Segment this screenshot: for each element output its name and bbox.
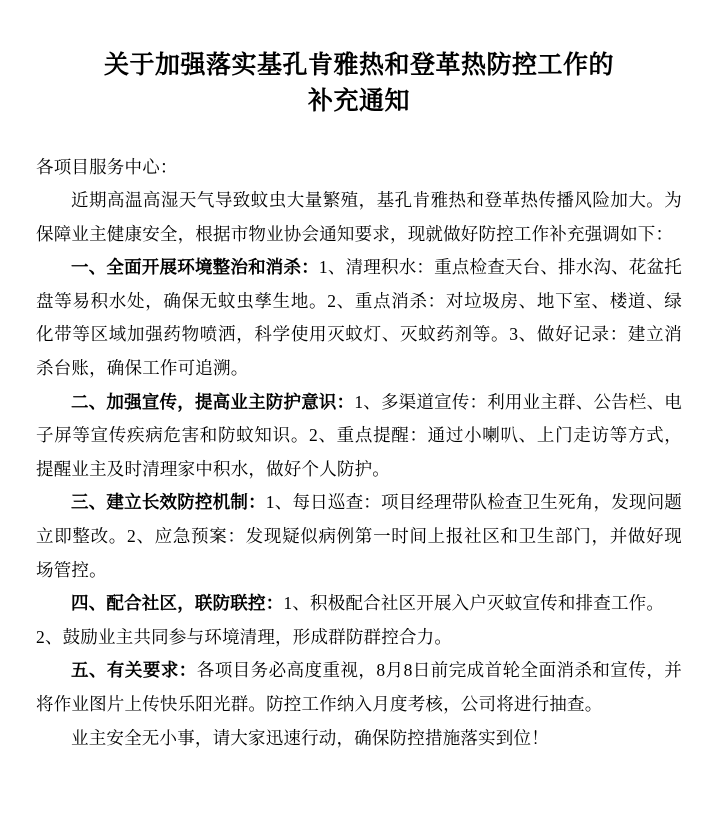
section-4 <box>36 587 682 621</box>
section-3-lead: 三、建立长效防控机制： <box>71 492 266 513</box>
section-1-text: 1、清理积水：重点检查天台、排水沟、花盆托盘等易积水处，确保无蚊虫孳生地。2、重点消杀：对垃圾房、地下室、楼道、绿化带等区域加强药物喷洒，科学使用灭蚊灯、灭蚊药剂等。3、做好记录：建立消杀台账，确保工作可追溯。 <box>36 257 682 379</box>
section-2-lead: 二、加强宣传，提高业主防护意识： <box>71 391 355 412</box>
section-5 <box>36 654 682 721</box>
section-3-text: 1、每日巡查：项目经理带队检查卫生死角，发现问题立即整改。2、应急预案：发现疑似病例第一时间上报社区和卫生部门，并做好现场管控。 <box>36 492 682 580</box>
intro-paragraph: 近期高温高湿天气导致蚊虫大量繁殖，基孔肯雅热和登革热传播风险加大。为保障业主健康安全，根据市物业协会通知要求，现就做好防控工作补充强调如下： <box>36 190 682 244</box>
section-5-lead: 五、有关要求： <box>71 660 197 681</box>
section-4-item-2 <box>36 621 682 655</box>
section-4-item-2-text: 2、鼓励业主共同参与环境清理，形成群防群控合力。 <box>36 626 453 647</box>
document-body <box>36 151 682 756</box>
section-1 <box>36 251 682 385</box>
section-2 <box>36 386 682 487</box>
page-title <box>36 48 682 121</box>
closing-paragraph: 业主安全无小事，请大家迅速行动，确保防控措施落实到位！ <box>71 727 549 748</box>
page-title-line-1: 关于加强落实基孔肯雅热和登革热防控工作的 <box>103 52 614 79</box>
section-3 <box>36 486 682 587</box>
section-4-lead: 四、配合社区，联防联控： <box>71 593 284 614</box>
section-4-text: 1、积极配合社区开展入户灭蚊宣传和排查工作。 <box>283 593 665 614</box>
salutation: 各项目服务中心： <box>36 156 178 177</box>
section-2-text: 1、多渠道宣传：利用业主群、公告栏、电子屏等宣传疾病危害和防蚊知识。2、重点提醒：通过小喇叭、上门走访等方式，提醒业主及时清理家中积水，做好个人防护。 <box>36 391 682 479</box>
section-5-text: 各项目务必高度重视，8月8日前完成首轮全面消杀和宣传，并将作业图片上传快乐阳光群。防控工作纳入月度考核，公司将进行抽查。 <box>36 660 682 714</box>
section-1-lead: 一、全面开展环境整治和消杀： <box>71 257 319 278</box>
page-title-line-2: 补充通知 <box>307 88 410 116</box>
